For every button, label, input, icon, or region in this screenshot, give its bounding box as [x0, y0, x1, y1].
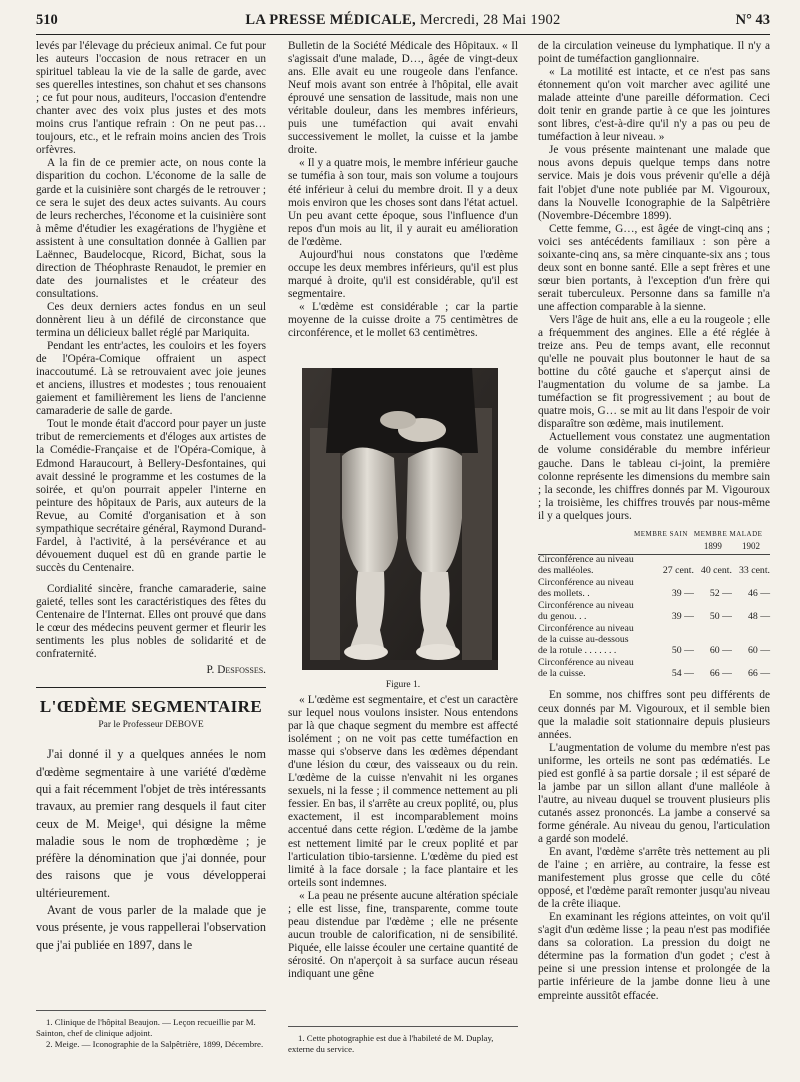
table-row-label: Circonférence au niveau de la cuisse. — [538, 657, 634, 679]
paragraph: Pendant les entr'actes, les couloirs et les foyers de l'Opéra-Comique offraient un aspect inaccoutumé. Là se retrouvaient avec joie jeunes et anciens, illustres et modestes ; tous renouaient gaiement et familièrement les liens de l'ancienne camaraderie de salle de garde. — [36, 340, 266, 418]
paragraph: Je vous présente maintenant une malade que nous avons depuis quelque temps dans notre service. Mais je dois vous prévenir qu'elle a déjà fait l'objet d'une note publiée par M. Vigouroux, dans la Nouvelle Iconographie de la Salpêtrière (Novembre-Décembre 1899). — [538, 144, 770, 222]
paragraph: « L'œdème est considérable ; car la partie moyenne de la cuisse droite a 75 centimètres de circonférence, et le mollet 63 centimètres. — [288, 300, 518, 340]
table-cell: 39 — — [671, 610, 694, 622]
paragraph: Tout le monde était d'accord pour payer un juste tribut de remerciements et d'éloges aux artistes de la Comédie-Française et de l'Opéra-Comique, à Edmond Haraucourt, à Bellery-Desfontaines, qui avait dessiné le programme et les costumes de la soirée, et qu'on pourrait appeler l'interne en peinture des hôpitaux de Paris, aux auteurs de la Revue, au Comité d'organisation et à son sympathique secrétaire général, Raymond Durand-Fardel, à l'activité, à la persévérance et au dévouement duquel est dû en grande partie le succès du Centenaire. — [36, 418, 266, 574]
table-cell: 60 — — [747, 644, 770, 656]
table-cell: 60 — — [709, 644, 732, 656]
table-row-label: Circonférence au niveau des malléoles. — [538, 553, 634, 576]
paragraph: de la circulation veineuse du lymphatique. Il n'y a point de tuméfaction ganglionnaire. — [538, 40, 770, 66]
table-cell: 50 — — [709, 610, 732, 622]
footnote: 1. Clinique de l'hôpital Beaujon. — Leçon recueillie par M. Sainton, chef de clinique adjoint. — [36, 1017, 256, 1038]
table-header-sain: MEMBRE SAIN — [634, 529, 688, 538]
table-row — [538, 658, 770, 681]
issue-number: N° 43 — [735, 12, 770, 28]
issue-date: Mercredi, 28 Mai 1902 — [419, 12, 561, 28]
table-cell: 66 — — [709, 667, 732, 679]
paragraph: En somme, nos chiffres sont peu différents de ceux donnés par M. Vigouroux, et il semble bien que la maladie soit stationnaire depuis plusieurs années. — [538, 689, 770, 741]
table-cell: 52 — — [709, 587, 732, 599]
paragraph: « L'œdème est segmentaire, et c'est un caractère sur lequel nous voulons insister. Nous entendons par là que chaque segment du membre est affecté isolément ; on ne voit pas cette tuméfaction en masse qui s'observe dans les œdèmes dépendant d'une lésion du cœur, des vaisseaux ou du rein. L'œdème de la cuisse n'envahit ni les organes sexuels, ni la fesse ; il commence nettement au pli fessier. En bas, il s'arrête au creux poplité, ou, plus exactement, il est incomparablement moins accentué dans cette région. L'œdème de la jambe est nettement limité par le creux poplité et par l'articulation tibio-tarsienne. L'œdème du pied est limité à la face dorsale ; la face plantaire et les orteils sont indemnes. — [288, 694, 518, 889]
paragraph: Vers l'âge de huit ans, elle a eu la rougeole ; elle a fréquemment des angines. Elle a été réglée à treize ans. Peu de temps avant, elle reconnut qu'elle ne pouvait plus boutonner le haut de sa bottine du côté gauche et s'aperçut ainsi de l'augmentation du volume de sa jambe. La tuméfaction se fit progressivement ; au bout de quatre mois, G… se mit au lit dans l'espoir de voir disparaître son œdème, mais inutilement. — [538, 313, 770, 431]
table-row — [538, 601, 770, 624]
table-year: 1899 — [694, 541, 732, 554]
table-cell: 46 — — [747, 587, 770, 599]
table-header-malade: MEMBRE MALADE — [693, 529, 763, 538]
table-cell: 27 cent. — [662, 564, 694, 576]
column-middle-lower — [288, 694, 518, 981]
table-cell: 40 cent. — [700, 564, 732, 576]
page-number: 510 — [36, 12, 58, 28]
paragraph: A la fin de ce premier acte, on nous conte la disparition du cochon. L'économe de la salle de garde et la cuisinière sont chargés de le retrouver ; ce sera le sujet des deux actes suivants. Au cours de leurs recherches, l'économe et la cuisinière sont à même d'étudier les exagérations de l'hygiène et assistent à une consultation donnée à Gallien par Laënnec, Baudelocque, Ricord, Bichat, sous la direction de Théophraste Renaudot, le premier en date des journalistes et le créateur des consultations. — [36, 157, 266, 300]
article-byline: Par le Professeur DEBOVE — [98, 720, 204, 731]
footnote-middle — [288, 1026, 518, 1055]
column-right — [538, 40, 770, 1003]
article-divider — [36, 687, 266, 688]
table-year-blank — [538, 541, 634, 554]
paragraph: Actuellement vous constatez une augmentation de volume considérable du membre inférieur gauche. Dans le tableau ci-joint, la première colonne représente les dimensions du membre sain ; la seconde, les chiffres donnés par M. Vigouroux ; la troisième, les chiffres trouvés par nous-même il y a quelques jours. — [538, 431, 770, 522]
table-cell: 33 cent. — [738, 564, 770, 576]
table-row — [538, 624, 770, 658]
journal-name: LA PRESSE MÉDICALE, — [245, 12, 416, 28]
paragraph: levés par l'élevage du précieux animal. Ce fut pour les auteurs l'occasion de nous retracer en un spirituel tableau la vie de la salle de garde, avec ses querelles intestines, son chahut et ses chansons ; ce fut pour nous, auditeurs, l'occasion d'entendre chanter avec des voix plus justes et des mots moins crus l'antique refrain : On ne peut pas… toujours, etc., et le refrain moins ancien des Trois orfèvres. — [36, 40, 266, 157]
table-row — [538, 554, 770, 578]
paragraph: « Il y a quatre mois, le membre inférieur gauche se tuméfia à son tour, mais son volume a toujours été inférieur à celui du membre droit. Il y a deux mois environ que les choses sont dans l'état actuel. Un peu avant cette époque, sous l'influence d'un repos d'un mois au lit, il y aurait eu amélioration de l'œdème. — [288, 157, 518, 248]
table-cell: 66 — — [747, 667, 770, 679]
paragraph: « La peau ne présente aucune altération spéciale ; elle est lisse, fine, transparente, comme toute peau distendue par l'œdème ; elle ne présente aucun trouble de calorification, ni de sensibilité. Piquée, elle laisse écouler une certaine quantité de sérosité. On n'aperçoit à sa surface aucun réseau indiquant une gêne — [288, 889, 518, 980]
table-year: 1902 — [732, 541, 770, 554]
paragraph: En avant, l'œdème s'arrête très nettement au pli de l'aine ; en arrière, au contraire, la fesse est manifestement plus grosse que celle du côté opposé, et l'œdème paraît remonter jusqu'au niveau de la crête iliaque. — [538, 846, 770, 911]
figure-caption: Figure 1. — [385, 680, 421, 690]
paragraph: J'ai donné il y a quelques années le nom d'œdème segmentaire à une variété d'œdème qui a fait récemment l'objet de très intéressants travaux, au premier rang desquels il faut citer ceux de M. Meige¹, qui désigne la même maladie sous le nom de trophœdème ; je préfère la dénomination que j'ai donnée, pour des raisons que je vous développerai ultérieurement. — [36, 747, 266, 900]
figure-photograph — [302, 368, 498, 670]
paragraph: Cette femme, G…, est âgée de vingt-cinq ans ; voici ses antécédents familiaux : son père a soixante-cinq ans, sa mère cinquante-six ans ; tous deux sont en bonne santé. Elle a sept frères et une sœur bien portants, à l'exception d'un frère qui serait tuberculeux. Personne dans sa famille n'a une affection comparable à la sienne. — [538, 222, 770, 313]
footnotes-left — [36, 1010, 266, 1050]
table-cell: 54 — — [671, 667, 694, 679]
signature: P. Desfosses. — [206, 664, 266, 677]
paragraph: L'augmentation de volume du membre n'est pas uniforme, les orteils ne sont pas œdématiés. Le pied est gonflé à sa partie dorsale ; il est séparé de la jambe par un sillon allant d'une malléole à l'autre, au niveau duquel se trouvent plusieurs plis cutanés assez prononcés. La jambe a conservé sa forme générale. Au niveau du genou, l'articulation a gardé son modelé. — [538, 741, 770, 845]
table-year-blank — [634, 541, 694, 554]
paragraph: Avant de vous parler de la malade que je vous présente, je vous rappellerai l'observation que j'ai publiée en 1897, dans le — [36, 903, 266, 952]
article-title: L'ŒDÈME SEGMENTAIRE — [39, 697, 263, 717]
paragraph: Aujourd'hui nous constatons que l'œdème occupe les deux membres inférieurs, qu'il est plus marqué à droite, qu'il est considérable, qu'il est segmentaire. — [288, 248, 518, 300]
running-title — [36, 12, 770, 29]
page-header — [36, 12, 770, 35]
column-middle — [288, 40, 518, 340]
table-row-label: Circonférence au niveau des mollets. . — [538, 577, 634, 599]
measurement-table — [538, 529, 770, 682]
column-left — [36, 40, 266, 954]
footnote: 2. Meige. — Iconographie de la Salpêtrière, 1899, Décembre. — [46, 1039, 264, 1049]
legs-photo-illustration — [302, 368, 498, 670]
paragraph: Bulletin de la Société Médicale des Hôpitaux. « Il s'agissait d'une malade, D…, âgée de vingt-deux ans. Elle avait eu une rougeole dans l'enfance. Neuf mois avant son entrée à l'hôpital, elle avait éprouvé une sensation de lassitude, mais non une véritable douleur, dans les membres inférieurs, puis une tuméfaction qui avait envahi successivement le mollet, la cuisse et la jambe droite. — [288, 40, 518, 157]
paragraph: « La motilité est intacte, et ce n'est pas sans étonnement qu'on voit marcher avec agilité une malade atteinte d'une pareille déformation. Ceci doit tenir en grande partie à ce que les jointures sont libres, c'est-à-dire qu'il n'y a pas ou peu de tuméfaction à leur niveau. » — [538, 66, 770, 144]
table-header-blank — [538, 529, 634, 542]
table-row — [538, 578, 770, 601]
table-row-label: Circonférence au niveau de la cuisse au-dessous de la rotule . . . . . . . — [538, 623, 634, 656]
table-cell: 48 — — [747, 610, 770, 622]
table-row-label: Circonférence au niveau du genou. . . — [538, 600, 634, 622]
table-cell: 39 — — [671, 587, 694, 599]
table-cell: 50 — — [671, 644, 694, 656]
paragraph: Ces deux derniers actes fondus en un seul donnèrent lieu à un défilé de circonstance que termina un délicieux ballet réglé par Mariquita. — [36, 300, 266, 340]
paragraph: En examinant les régions atteintes, on voit qu'il s'agit d'un œdème lisse ; la peau n'est pas modifiée dans sa coloration. La pression du doigt ne détermine pas la formation d'un godet ; c'est à peine si une pression intense et prolongée de la partie inférieure de la jambe donne lieu à une empreinte aussitôt effacée. — [538, 911, 770, 1002]
paragraph: Cordialité sincère, franche camaraderie, saine gaieté, telles sont les caractéristiques des fêtes du Centenaire de l'Internat. Elles ont prouvé que dans le cœur des médecins peuvent germer et fleurir les sentiments les plus nobles de solidarité et de confraternité. — [36, 582, 266, 661]
footnote: 1. Cette photographie est due à l'habileté de M. Duplay, externe du service. — [288, 1033, 494, 1054]
